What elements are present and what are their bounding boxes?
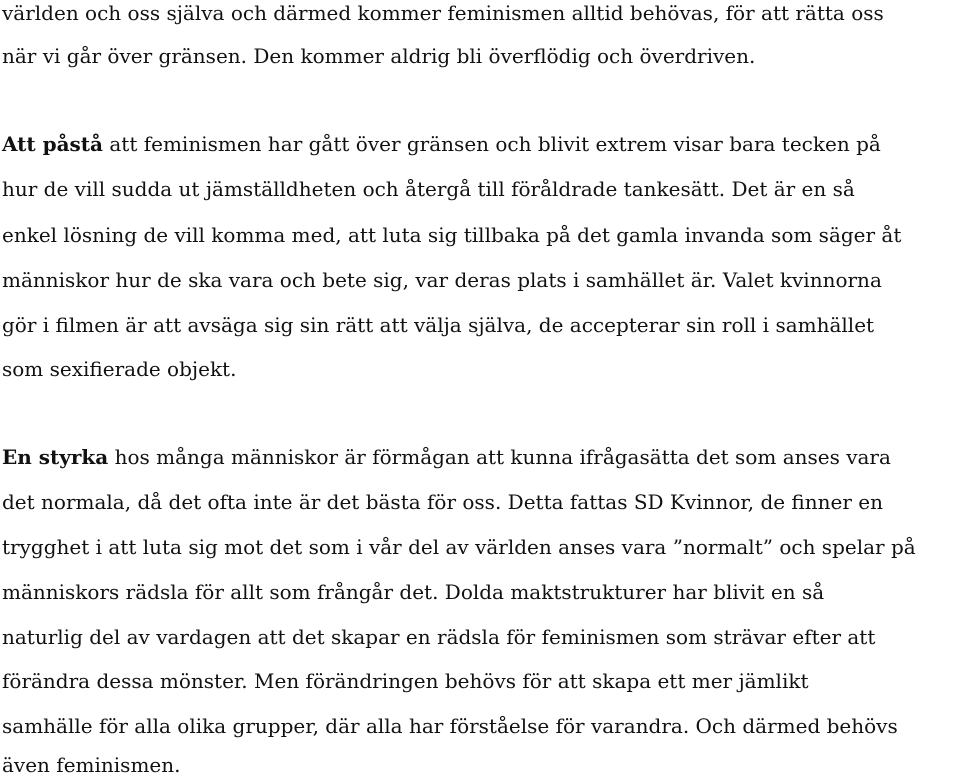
text-line: samhälle för alla olika grupper, där alla har förståelse för varandra. Och därmed behövs: [2, 714, 898, 738]
text-line: även feminismen.: [2, 753, 181, 777]
text-line: förändra dessa mönster. Men förändringen behövs för att skapa ett mer jämlikt: [2, 669, 809, 693]
text-line: människor hur de ska vara och bete sig, var deras plats i samhället är. Valet kvinnorna: [2, 268, 882, 292]
text-line: som sexifierade objekt.: [2, 357, 237, 381]
text-line: när vi går över gränsen. Den kommer aldrig bli överflödig och överdriven.: [2, 44, 756, 68]
bold-lead-phrase: Att påstå: [2, 132, 104, 156]
text-line: det normala, då det ofta inte är det bästa för oss. Detta fattas SD Kvinnor, de finner en: [2, 490, 884, 514]
text-line: gör i filmen är att avsäga sig sin rätt att välja själva, de accepterar sin roll i samhället: [2, 313, 875, 337]
text-line: trygghet i att luta sig mot det som i vår del av världen anses vara ”normalt” och spelar på: [2, 535, 916, 559]
text-line: enkel lösning de vill komma med, att luta sig tillbaka på det gamla invanda som säger åt: [2, 223, 902, 247]
text-line: [2, 444, 891, 470]
text-span: att feminismen har gått över gränsen och blivit extrem visar bara tecken på: [103, 132, 881, 156]
text-line: [2, 131, 881, 157]
text-span: hos många människor är förmågan att kunna ifrågasätta det som anses vara: [108, 445, 891, 469]
bold-lead-phrase: En styrka: [2, 445, 109, 469]
text-line: världen och oss själva och därmed kommer feminismen alltid behövas, för att rätta oss: [2, 1, 884, 25]
text-line: naturlig del av vardagen att det skapar en rädsla för feminismen som strävar efter att: [2, 625, 876, 649]
text-line: hur de vill sudda ut jämställdheten och återgå till föråldrade tankesätt. Det är en så: [2, 177, 855, 201]
text-line: människors rädsla för allt som frångår det. Dolda maktstrukturer har blivit en så: [2, 580, 825, 604]
